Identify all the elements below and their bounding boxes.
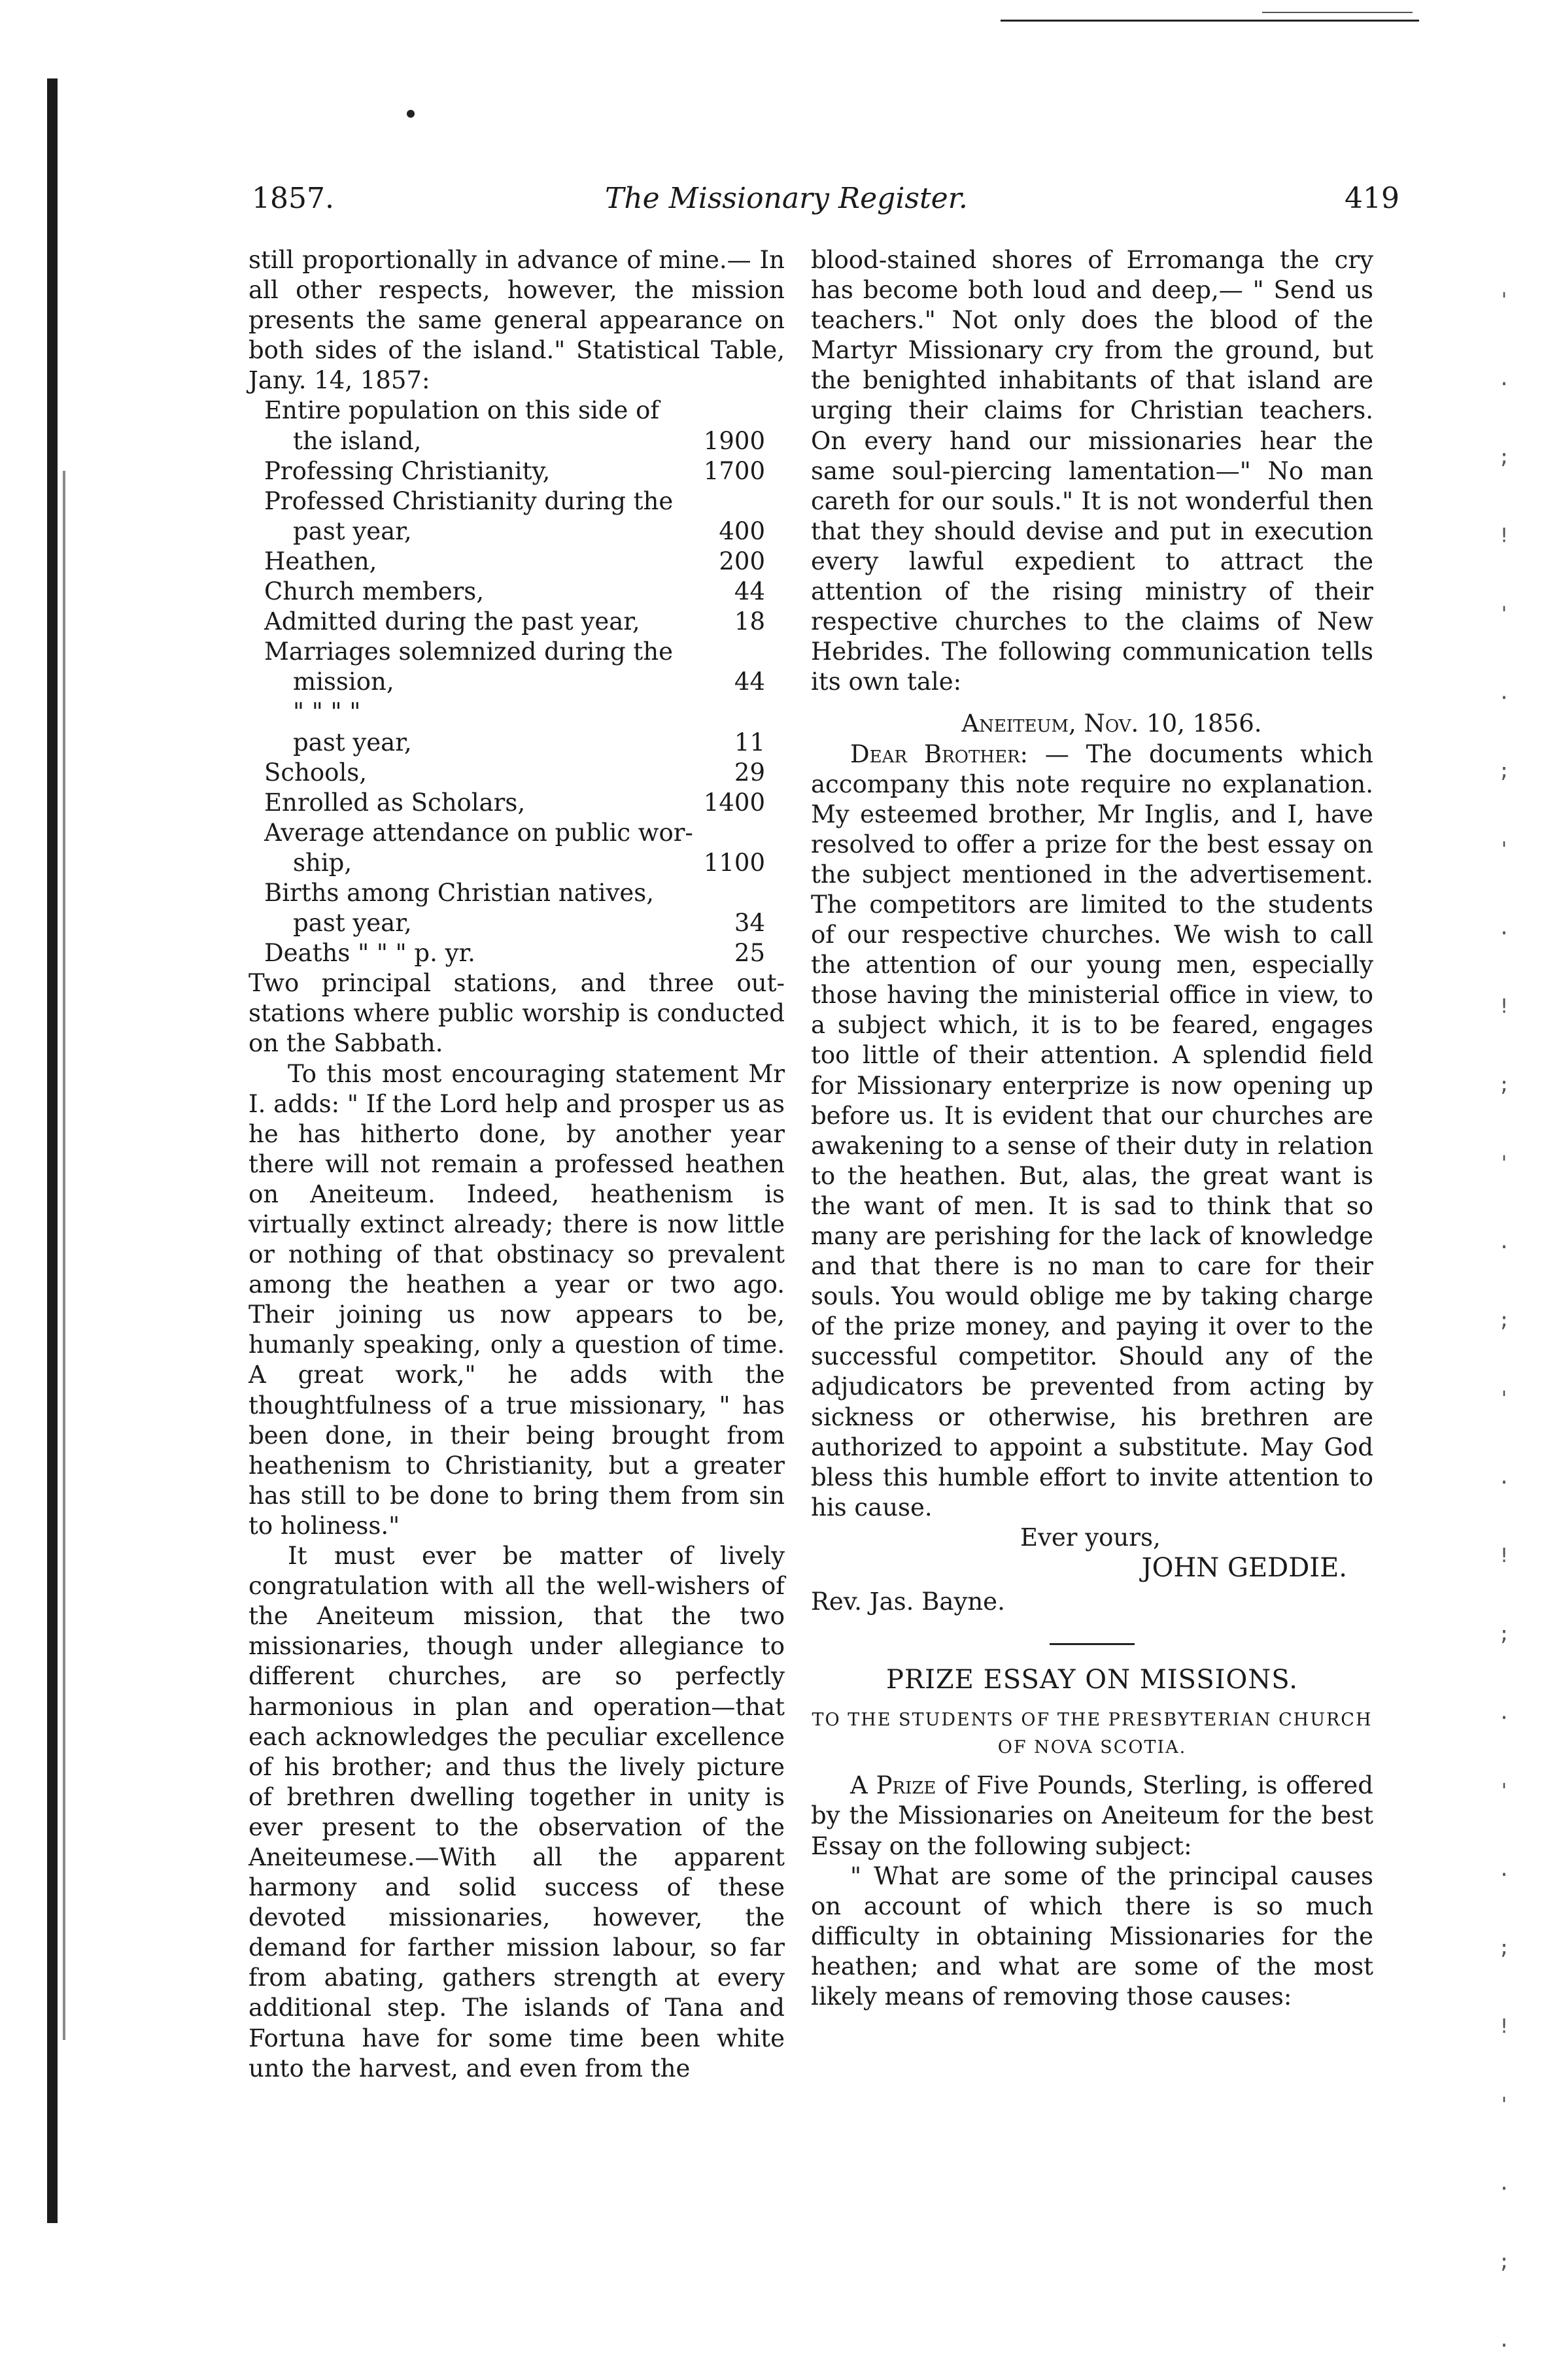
stat-label: the island,	[293, 426, 422, 455]
stat-row	[249, 577, 785, 607]
right-column	[811, 245, 1373, 2012]
stat-label: Enrolled as Scholars,	[264, 788, 526, 817]
statistical-table	[249, 396, 785, 968]
stat-value	[765, 818, 785, 848]
scan-artifact-rule-2	[1262, 12, 1413, 13]
stat-label: Admitted during the past year,	[264, 607, 640, 636]
stat-value: 18	[734, 607, 765, 636]
stat-label: Professed Christianity during the	[264, 486, 674, 515]
stat-row	[249, 667, 785, 697]
stat-label: mission,	[293, 668, 394, 696]
letter-salutation: Dear Brother:	[850, 740, 1028, 768]
stat-value: 25	[734, 939, 765, 968]
stat-value: 44	[734, 668, 765, 696]
running-header	[252, 182, 1462, 221]
stat-row	[249, 517, 785, 547]
prize-paragraph	[811, 1771, 1373, 1861]
stat-label: Marriages solemnized during the	[264, 638, 674, 666]
margin-specks: ' . ; ! ' . ; ' . ! ; ' . ; ' . ! ; . ' . ; ! ' . ; .	[1498, 289, 1511, 2352]
stat-value	[765, 396, 785, 426]
stat-value	[765, 637, 785, 667]
stat-row	[249, 547, 785, 577]
stat-row	[249, 908, 785, 938]
stat-row	[249, 728, 785, 758]
left-paragraph-2: Two principal stations, and three out-stations where public worship is conducted on the Sabbath.	[249, 969, 785, 1058]
stat-label: ship,	[293, 848, 352, 877]
stat-label: " " " "	[293, 698, 361, 726]
stat-row	[249, 607, 785, 637]
letter-text: — The documents which accompany this note require no explanation. My esteemed brother, Mr Inglis, and I, have resolved to offer a prize for the best essay on the subject mentioned in the advertisement. The competitors are limited to the students of our respective churches. We wish to call the attention of our young men, especially those having the ministerial office in view, to a subject which, it is to be feared, engages too little of their attention. A splendid field for Missionary enterprize is now opening up before us. It is evident that our churches are awakening to a sense of their duty in relation to the heathen. But, alas, the great want is the want of men. It is sad to think that so many are perishing for the lack of knowledge and that there is no man to care for their souls. You would oblige me by taking charge of the prize money, and paying it over to the successful competitor. Should any of the adjudicators be prevented from acting by sickness or otherwise, his brethren are authorized to appoint a substitute. May God bless this humble effort to invite attention to his cause.	[811, 740, 1373, 1522]
stat-value	[765, 878, 785, 908]
stat-row	[249, 938, 785, 968]
stat-label: Average attendance on public wor-	[264, 818, 693, 847]
binding-edge	[63, 471, 65, 2040]
stat-label: past year,	[293, 909, 412, 938]
stat-value: 44	[734, 577, 765, 606]
letter-closing: Ever yours,	[1020, 1523, 1161, 1552]
header-title: The Missionary Register.	[605, 182, 968, 215]
stat-label: Church members,	[264, 577, 485, 606]
stat-row	[249, 456, 785, 486]
stat-value: 1100	[703, 848, 765, 877]
left-paragraph-1: still proportionally in advance of mine.— In all other respects, however, the mission presents the same general appearance on both sides of the island." Statistical Table, Jany. 14, 1857:	[249, 246, 785, 395]
stat-value	[765, 697, 785, 727]
stat-value: 11	[734, 728, 765, 756]
binding-shadow	[47, 78, 58, 2223]
stat-label: Professing Christianity,	[264, 456, 551, 485]
right-paragraph-1: blood-stained shores of Erromanga the cry has become both loud and deep,— " Send us teachers." Not only does the blood of the Martyr Missionary cry from the ground, but the benighted inhabitants of that island are urging their claims for Christian teachers. On every hand our missionaries hear the same soul-piercing lamentation—" No man careth for our souls." It is not wonderful then that they should devise and put in execution every lawful expedient to attract the attention of the rising ministry of their respective churches to the claims of New Hebrides. The following communication tells its own tale:	[811, 246, 1373, 696]
stat-row	[249, 878, 785, 908]
stat-row	[249, 697, 785, 727]
stat-row	[249, 486, 785, 517]
letter-signature: JOHN GEDDIE.	[1141, 1553, 1347, 1584]
article-subtitle: TO THE STUDENTS OF THE PRESBYTERIAN CHURCH OF NOVA SCOTIA.	[812, 1710, 1373, 1758]
prize-text: of Five Pounds, Sterling, is offered by the Missionaries on Aneiteum for the best Essay on the following subject:	[811, 1771, 1373, 1860]
essay-question: " What are some of the principal causes on account of which there is so much difficulty in obtaining Missionaries for the heathen; and what are some of the most likely means of removing those causes:	[811, 1862, 1373, 2011]
stat-row	[249, 396, 785, 426]
section-divider	[1050, 1643, 1135, 1645]
stat-value: 1700	[703, 456, 765, 485]
stat-label: Heathen,	[264, 547, 377, 575]
stat-row	[249, 426, 785, 456]
stat-label: Births among Christian natives,	[264, 878, 654, 907]
left-column	[249, 245, 785, 2084]
stat-label: past year,	[293, 517, 412, 545]
stat-row	[249, 818, 785, 848]
stat-row	[249, 788, 785, 818]
prize-lead: A Prize	[850, 1771, 936, 1800]
stat-value	[765, 486, 785, 517]
stat-row	[249, 848, 785, 878]
stat-row	[249, 758, 785, 788]
stat-row	[249, 637, 785, 667]
stat-value: 200	[719, 547, 765, 575]
scan-artifact-rule	[1001, 20, 1419, 22]
stat-label: Deaths " " " p. yr.	[264, 939, 475, 968]
letter-addressee: Rev. Jas. Bayne.	[811, 1588, 1005, 1616]
ink-dot	[407, 110, 415, 118]
stat-value: 29	[734, 758, 765, 787]
stat-value: 34	[734, 909, 765, 938]
letter-body	[811, 740, 1373, 1523]
left-paragraph-4: It must ever be matter of lively congratulation with all the well-wishers of the Aneiteum mission, that the two missionaries, though under allegiance to different churches, are so perfectly harmonious in plan and operation—that each acknowledges the peculiar excellence of his brother; and thus the lively picture of brethren dwelling together in unity is ever present to the observation of the Aneiteumese.—With all the apparent harmony and solid success of these devoted missionaries, however, the demand for farther mission labour, so far from abating, gathers strength at every additional step. The islands of Tana and Fortuna have for some time been white unto the harvest, and even from the	[249, 1542, 785, 2082]
page-number: 419	[1345, 182, 1399, 215]
stat-value: 1400	[703, 788, 765, 817]
stat-value: 1900	[703, 426, 765, 455]
stat-label: Schools,	[264, 758, 368, 787]
stat-label: Entire population on this side of	[264, 396, 660, 425]
article-title: PRIZE ESSAY ON MISSIONS.	[886, 1665, 1298, 1695]
stat-value: 400	[719, 517, 765, 545]
stat-label: past year,	[293, 728, 412, 756]
header-year: 1857.	[252, 182, 334, 215]
left-paragraph-3: To this most encouraging statement Mr I. adds: " If the Lord help and prosper us as he has hitherto done, by another year there will not remain a professed heathen on Aneiteum. Indeed, heathenism is virtually extinct already; there is now little or nothing of that obstinacy so prevalent among the heathen a year or two ago. Their joining us now appears to be, humanly speaking, only a question of time. A great work," he adds with the thoughtfulness of a true missionary, " has been done, in their being brought from heathenism to Christianity, but a greater has still to be done to bring them from sin to holiness."	[249, 1059, 785, 1540]
letter-dateline: Aneiteum, Nov. 10, 1856.	[961, 709, 1262, 738]
